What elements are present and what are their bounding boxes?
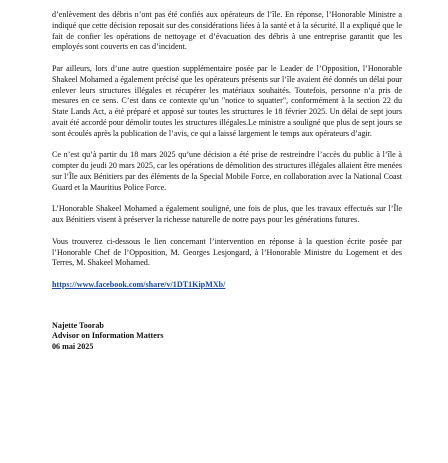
signature-role: Advisor on Information Matters bbox=[52, 331, 164, 341]
paragraph-natural-heritage: L’Honorable Shakeel Mohamed a également souligné, une fois de plus, que les travaux effectués sur l’Île aux Bénitiers visent à préserver la richesse naturelle de notre pays pour les générations futures. bbox=[52, 204, 402, 225]
paragraph-access-restriction: Ce n’est qu’à partir du 18 mars 2025 qu’une décision a été prise de restreindre l’accès du public à l’île à compter du jeudi 20 mars 2025, car les opérations de démolition des structures illégales allaient être menées sur l’Île aux Bénitiers par des éléments de la Special Mobile Force, en collaboration avec la National Coast Guard et la Mauritius Police Force. bbox=[52, 150, 402, 192]
paragraph-debris: d’enlèvement des débris n’ont pas été confiés aux opérateurs de l’île. En réponse, l’Honorable Ministre a indiqué que cette décision reposait sur des considérations liées à la santé et à la sécurité. Il a expliqué que le fait de confier les opérations de nettoyage et d’évacuation des débris à une entreprise garantit que les employés sont couverts en cas d’incident. bbox=[52, 10, 402, 52]
signature-block bbox=[52, 321, 402, 353]
signature-name: Najette Toorab bbox=[52, 320, 104, 330]
facebook-video-link[interactable]: https://www.facebook.com/share/v/1DT1KipMXb/ bbox=[52, 279, 226, 289]
paragraph-link-intro: Vous trouverez ci-dessous le lien concernant l’intervention en réponse à la question écrite posée par l’Honorable Chef de l’Opposition, M. Georges Lesjongard, à l’Honorable Ministre du Logement et des Terres, M. Shakeel Mohamed. bbox=[52, 236, 402, 268]
paragraph-notice-to-squatter: Par ailleurs, lors d’une autre question supplémentaire posée par le Leader de l’Opposition, l’Honorable Shakeel Mohamed a également précisé que les opérateurs présents sur l’île avaient été donnés un délai pour enlever leurs structures illégales et récupérer les matériaux souhaités. Toutefois, personne n’a pris de mesures en ce sens. C’est dans ce contexte qu’un "notice to squatter", conformément à la section 22 du State Lands Act, a été préparé et apposé sur toutes les structures le 18 février 2025. Un délai de sept jours avait été accordé pour démolir toutes les structures illégales.Le ministre a souligné que plus de sept jours se sont écoulés après la publication de l’avis, ce qui a laissé largement le temps aux opérateurs d’agir. bbox=[52, 63, 402, 138]
signature-date: 06 mai 2025 bbox=[52, 341, 94, 351]
document-page bbox=[52, 10, 402, 353]
facebook-link-line bbox=[52, 280, 402, 291]
